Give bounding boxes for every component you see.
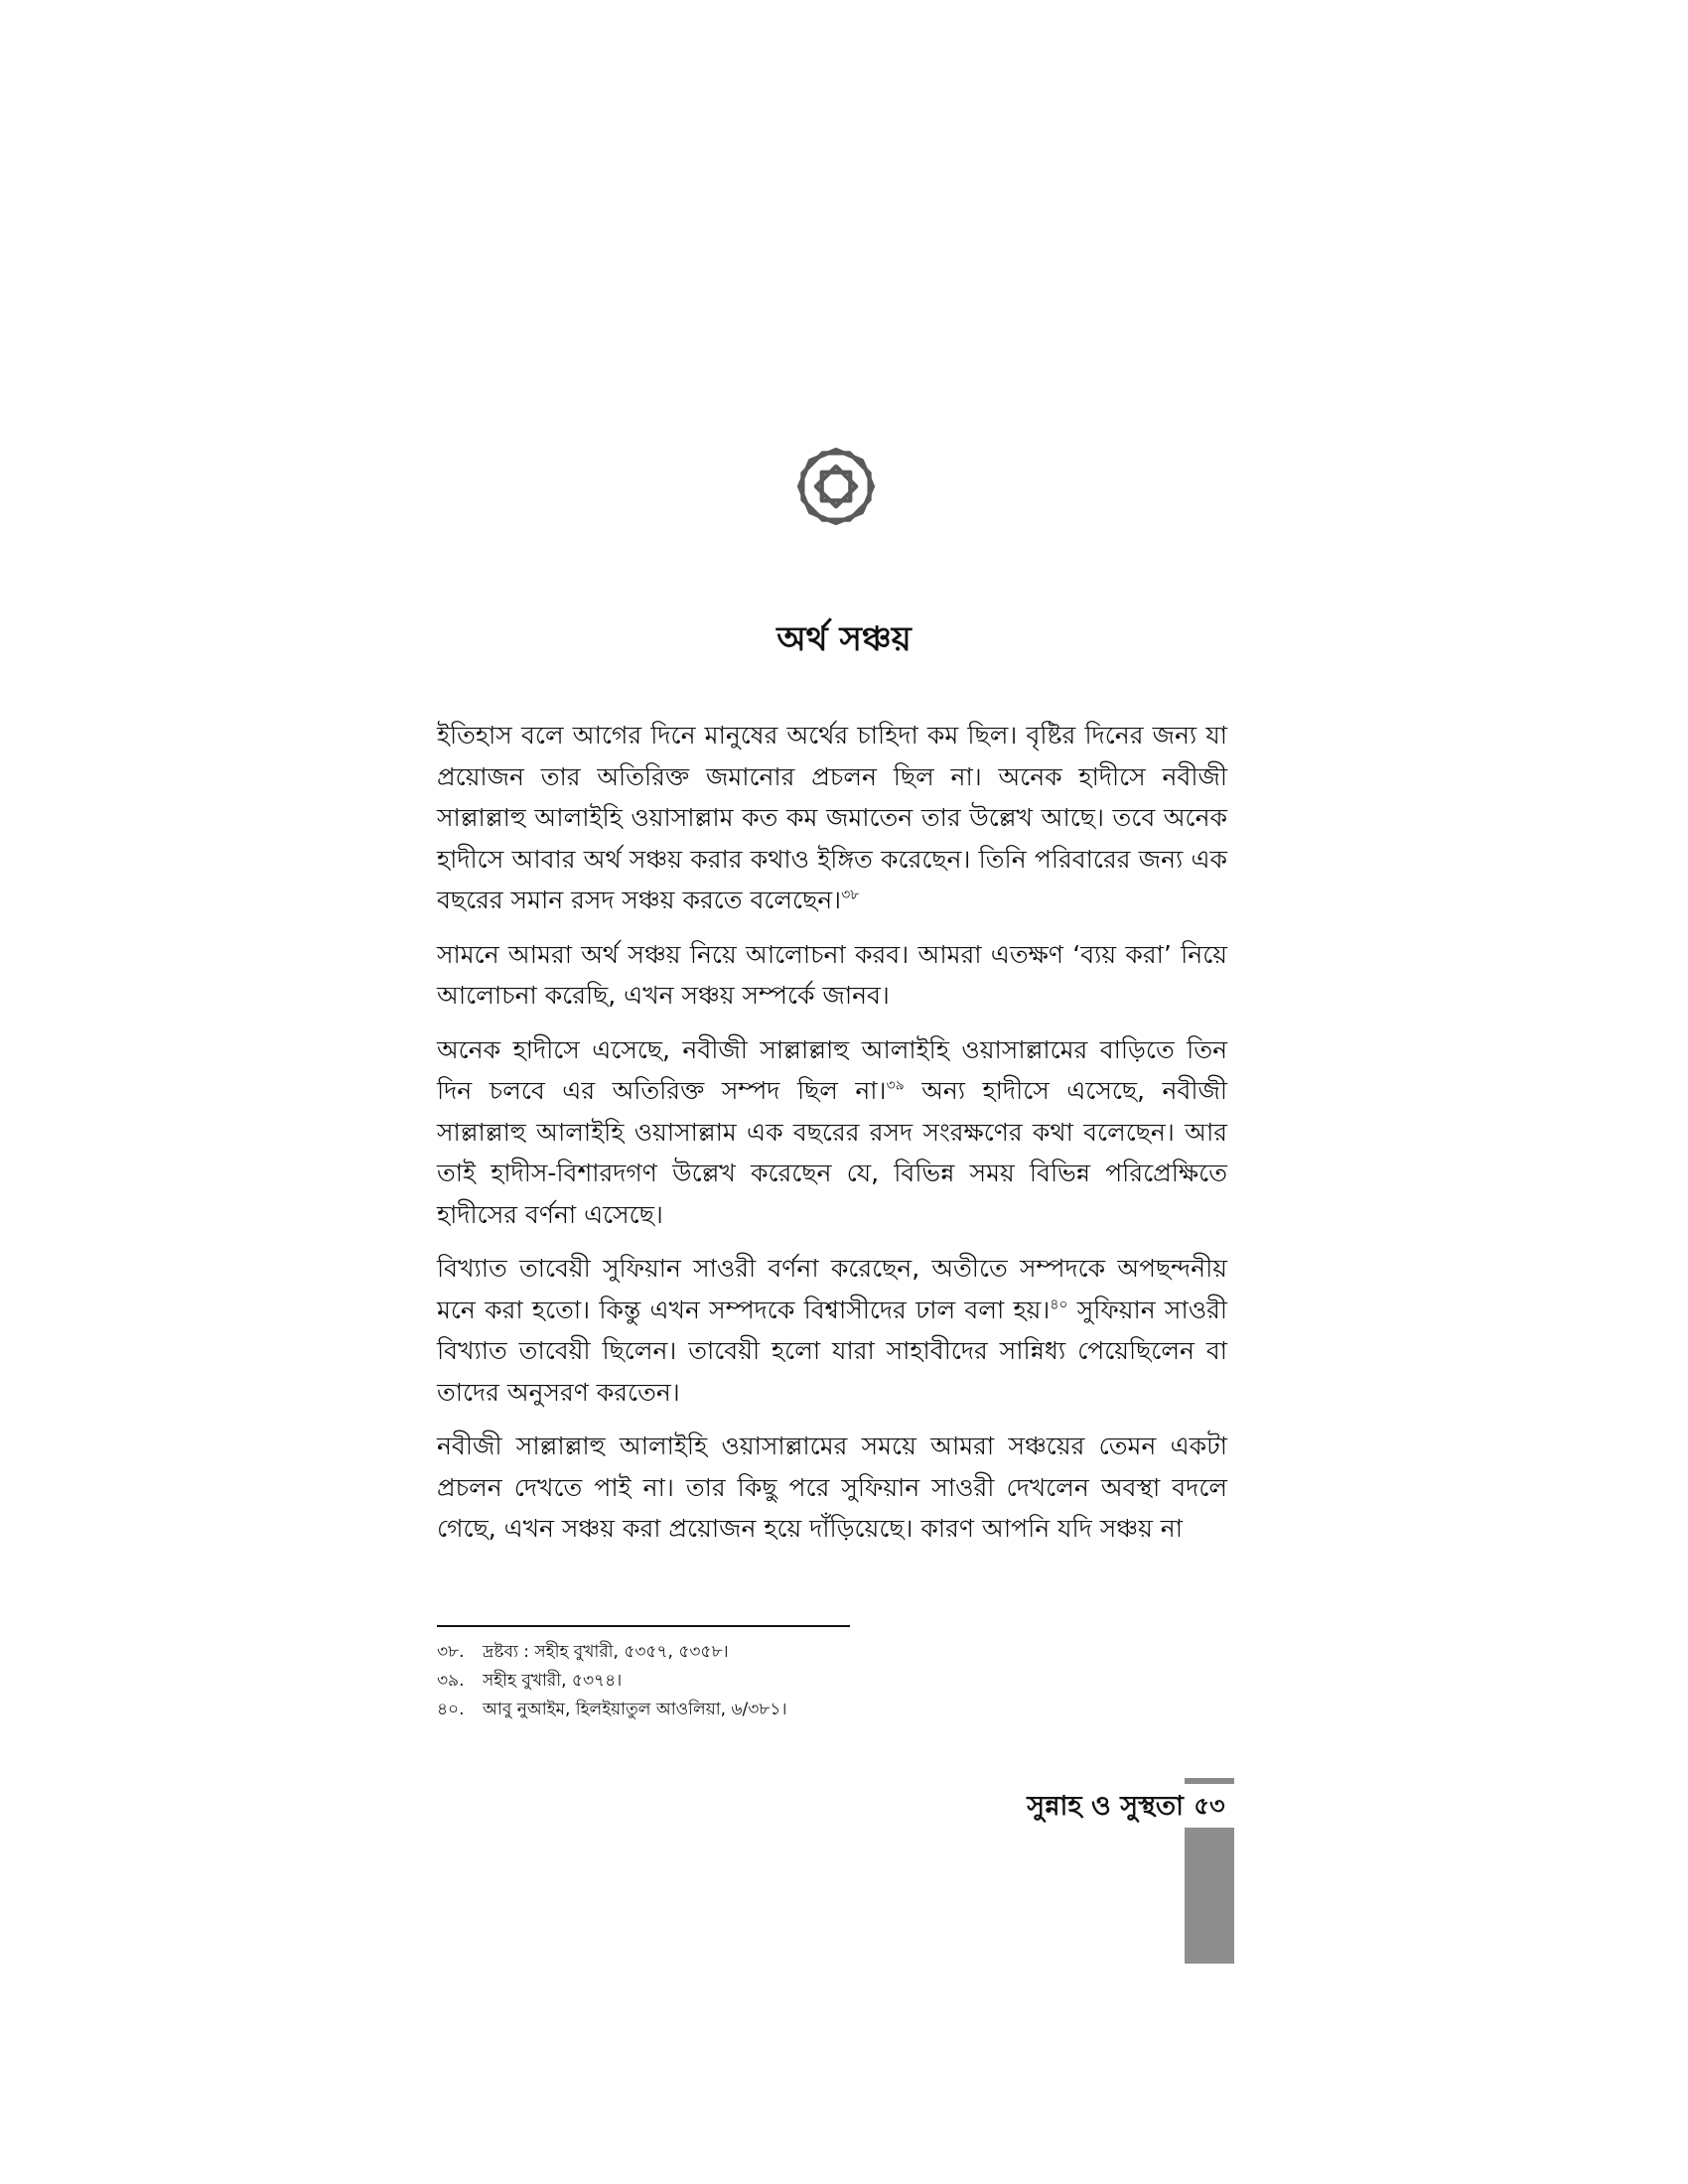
- page-tab: [1185, 1828, 1234, 1964]
- footnote-divider: [437, 1625, 850, 1627]
- footnote: [437, 1638, 1227, 1667]
- footnote: [437, 1696, 1227, 1724]
- body-text: [437, 715, 1227, 1563]
- chapter-title: অর্থ সঞ্চয়: [776, 619, 912, 659]
- paragraph: ইতিহাস বলে আগের দিনে মানুষের অর্থের চাহিদা কম ছিল। বৃষ্টির দিনের জন্য যা প্রয়োজন তার অতিরিক্ত জমানোর প্রচলন ছিল না। অনেক হাদীসে নবীজী সাল্লাল্লাহু আলাইহি ওয়াসাল্লাম কত কম জমাতেন তার উল্লেখ আছে। তবে অনেক হাদীসে আবার অর্থ সঞ্চয় করার কথাও ইঙ্গিত করেছেন। তিনি পরিবারের জন্য এক বছরের সমান রসদ সঞ্চয় করতে বলেছেন।$^{৩৮}$: [437, 721, 1227, 914]
- paragraph: সামনে আমরা অর্থ সঞ্চয় নিয়ে আলোচনা করব। আমরা এতক্ষণ ‘ব্যয় করা’ নিয়ে আলোচনা করেছি, এখন সঞ্চয় সম্পর্কে জানব।: [437, 939, 1227, 1010]
- footnote-text: আবু নুআইম, হিলইয়াতুল আওলিয়া, ৬/৩৮১।: [483, 1700, 787, 1719]
- footnote-number: ৩৮.: [437, 1642, 465, 1662]
- footnote-ref: ৩৯: [886, 1077, 905, 1094]
- footnote-text: সহীহ বুখারী, ৫৩৭৪।: [483, 1671, 623, 1691]
- footnote-text: দ্রষ্টব্য : সহীহ বুখারী, ৫৩৫৭, ৫৩৫৮।: [483, 1642, 729, 1662]
- footnote-ref: ৩৮: [841, 887, 860, 903]
- paragraph: অনেক হাদীসে এসেছে, নবীজী সাল্লাল্লাহু আলাইহি ওয়াসাল্লামের বাড়িতে তিন দিন চলবে এর অতিরিক্ত সম্পদ ছিল না।$^{৩৯}$ অন্য হাদীসে এসেছে, নবীজী সাল্লাল্লাহু আলাইহি ওয়াসাল্লাম এক বছরের রসদ সংরক্ষণের কথা বলেছেন। আর তাই হাদীস-বিশারদগণ উল্লেখ করেছেন যে, বিভিন্ন সময় বিভিন্ন পরিপ্রেক্ষিতে হাদীসের বর্ণনা এসেছে।: [437, 1034, 1227, 1229]
- page-tab-cap: [1185, 1778, 1234, 1784]
- ornament-icon: [794, 445, 878, 528]
- footnotes: [437, 1638, 1227, 1724]
- paragraph: নবীজী সাল্লাল্লাহু আলাইহি ওয়াসাল্লামের সময়ে আমরা সঞ্চয়ের তেমন একটা প্রচলন দেখতে পাই না। তার কিছু পরে সুফিয়ান সাওরী দেখলেন অবস্থা বদলে গেছে, এখন সঞ্চয় করা প্রয়োজন হয়ে দাঁড়িয়েছে। কারণ আপনি যদি সঞ্চয় না: [437, 1432, 1227, 1543]
- footnote: [437, 1667, 1227, 1696]
- footnote-ref: ৪০: [1050, 1297, 1068, 1313]
- footnote-number: ৩৯.: [437, 1671, 465, 1691]
- footnote-number: ৪০.: [437, 1700, 465, 1719]
- paragraph: বিখ্যাত তাবেয়ী সুফিয়ান সাওরী বর্ণনা করেছেন, অতীতে সম্পদকে অপছন্দনীয় মনে করা হতো। কিন্তু এখন সম্পদকে বিশ্বাসীদের ঢাল বলা হয়।$^{৪০}$ সুফিয়ান সাওরী বিখ্যাত তাবেয়ী ছিলেন। তাবেয়ী হলো যারা সাহাবীদের সান্নিধ্য পেয়েছিলেন বা তাদের অনুসরণ করতেন।: [437, 1254, 1227, 1407]
- page-number: ৫৩: [1194, 1792, 1225, 1820]
- running-title: সুন্নাহ ও সুস্থতা: [1027, 1791, 1184, 1822]
